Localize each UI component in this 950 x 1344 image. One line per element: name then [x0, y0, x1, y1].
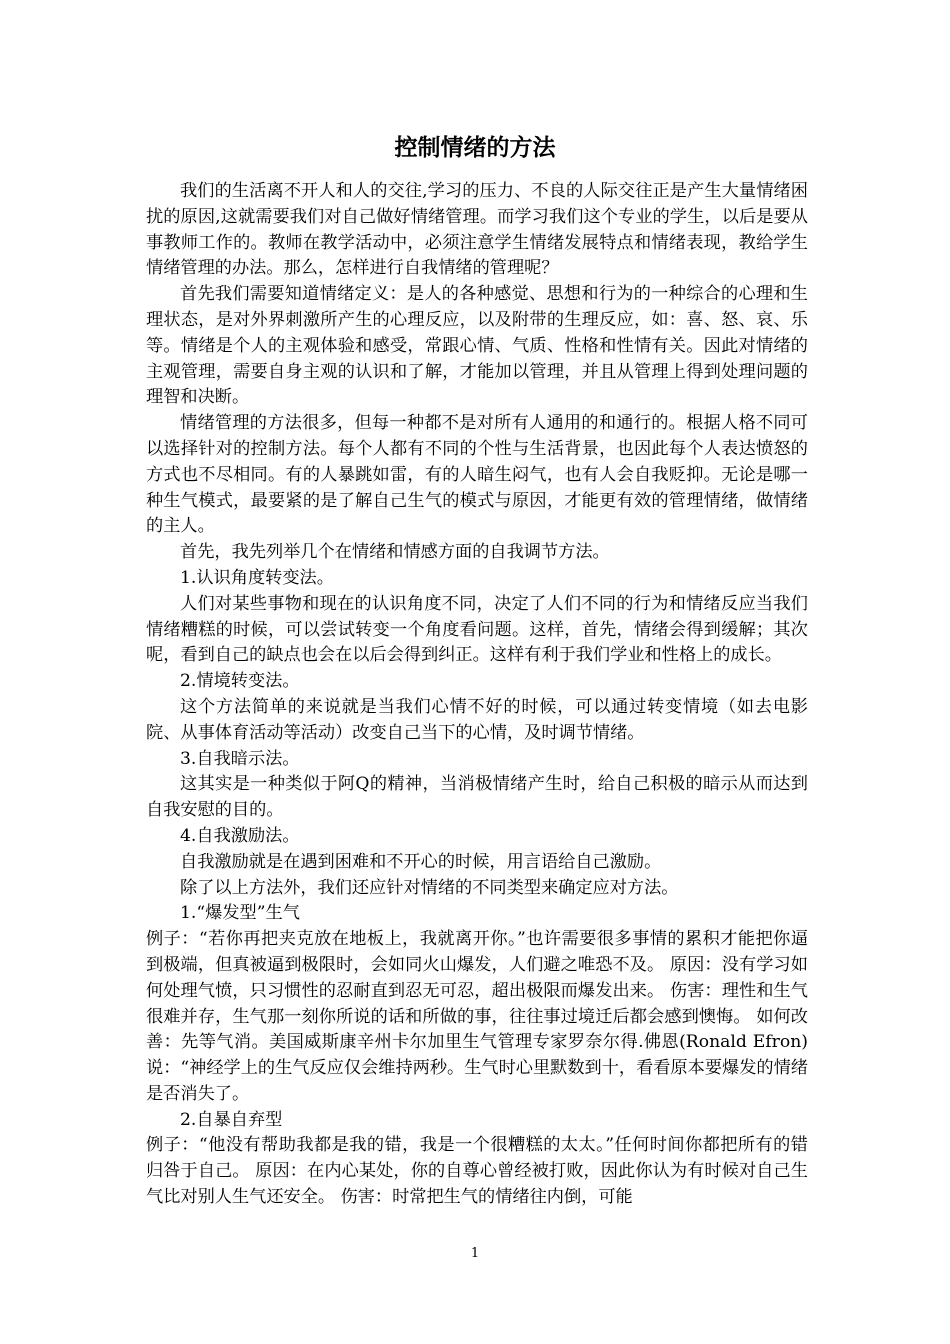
section-heading: 1.“爆发型”生气 — [180, 903, 300, 924]
paragraph: 这个方法简单的来说就是当我们心情不好的时候，可以通过转变情境（如去电影院、从事体育活动等活动）改变自己当下的心情，及时调节情绪。 — [146, 696, 808, 743]
paragraph: 这其实是一种类似于阿Q的精神，当消极情绪产生时，给自己积极的暗示从而达到自我安慰的目的。 — [146, 774, 808, 821]
section-heading: 2.自暴自弃型 — [180, 1109, 283, 1130]
page-number: 1 — [470, 1246, 480, 1261]
paragraph: 人们对某些事物和现在的认识角度不同，决定了人们不同的行为和情绪反应当我们情绪糟糕的时候，可以尝试转变一个角度看问题。这样，首先，情绪会得到缓解；其次呢，看到自己的缺点也会在以后会得到纠正。这样有利于我们学业和性格上的成长。 — [146, 593, 808, 666]
section-heading: 3.自我暗示法。 — [180, 748, 300, 769]
paragraph: 例子：“若你再把夹克放在地板上，我就离开你。”也许需要很多事情的累积才能把你逼到极端，但真被逼到极限时，会如同火山爆发，人们避之唯恐不及。 原因：没有学习如何处理气愤，只习惯性的忍耐直到忍无可忍，超出极限而爆发出来。 伤害：理性和生气很难并存，生气那一刻你所说的话和所做的事，往往事过境迁后都会感到懊悔。 如何改善：先等气消。美国威斯康辛州卡尔加里生气管理专家罗奈尔得.佛恩(Ronald Efron)说：“神经学上的生气反应仅会维持两秒。生气时心里默数到十，看看原本要爆发的情绪是否消失了。 — [146, 929, 808, 1104]
paragraph: 自我激励就是在遇到困难和不开心的时候，用言语给自己激励。 — [180, 851, 662, 872]
section-heading: 2.情境转变法。 — [180, 671, 300, 692]
document-title: 控制情绪的方法 — [394, 135, 556, 161]
paragraph: 例子：“他没有帮助我都是我的错，我是一个很糟糕的太太。”任何时间你都把所有的错归咎于自己。 原因：在内心某处，你的自尊心曾经被打败，因此你认为有时候对自己生气比对别人生气还安全。 伤害：时常把生气的情绪往内倒，可能 — [146, 1135, 808, 1208]
paragraph: 除了以上方法外，我们还应针对情绪的不同类型来确定应对方法。 — [180, 877, 679, 898]
paragraph: 首先，我先列举几个在情绪和情感方面的自我调节方法。 — [180, 542, 610, 563]
paragraph: 首先我们需要知道情绪定义：是人的各种感觉、思想和行为的一种综合的心理和生理状态，是对外界刺激所产生的心理反应，以及附带的生理反应，如：喜、怒、哀、乐等。情绪是个人的主观体验和感受，常跟心情、气质、性格和性情有关。因此对情绪的主观管理，需要自身主观的认识和了解，才能加以管理，并且从管理上得到处理问题的理智和决断。 — [146, 284, 808, 408]
section-heading: 4.自我激励法。 — [180, 825, 300, 846]
document-body — [146, 179, 808, 1211]
paragraph: 我们的生活离不开人和人的交往,学习的压力、不良的人际交往正是产生大量情绪困扰的原因,这就需要我们对自己做好情绪管理。而学习我们这个专业的学生，以后是要从事教师工作的。教师在教学活动中，必须注意学生情绪发展特点和情绪表现，教给学生情绪管理的办法。那么，怎样进行自我情绪的管理呢？ — [146, 181, 808, 279]
section-heading: 1.认识角度转变法。 — [180, 567, 334, 588]
paragraph: 情绪管理的方法很多，但每一种都不是对所有人通用的和通行的。根据人格不同可以选择针对的控制方法。每个人都有不同的个性与生活背景，也因此每个人表达愤怒的方式也不尽相同。有的人暴跳如雷，有的人暗生闷气，也有人会自我贬抑。无论是哪一种生气模式，最要紧的是了解自己生气的模式与原因，才能更有效的管理情绪，做情绪的主人。 — [146, 413, 808, 537]
